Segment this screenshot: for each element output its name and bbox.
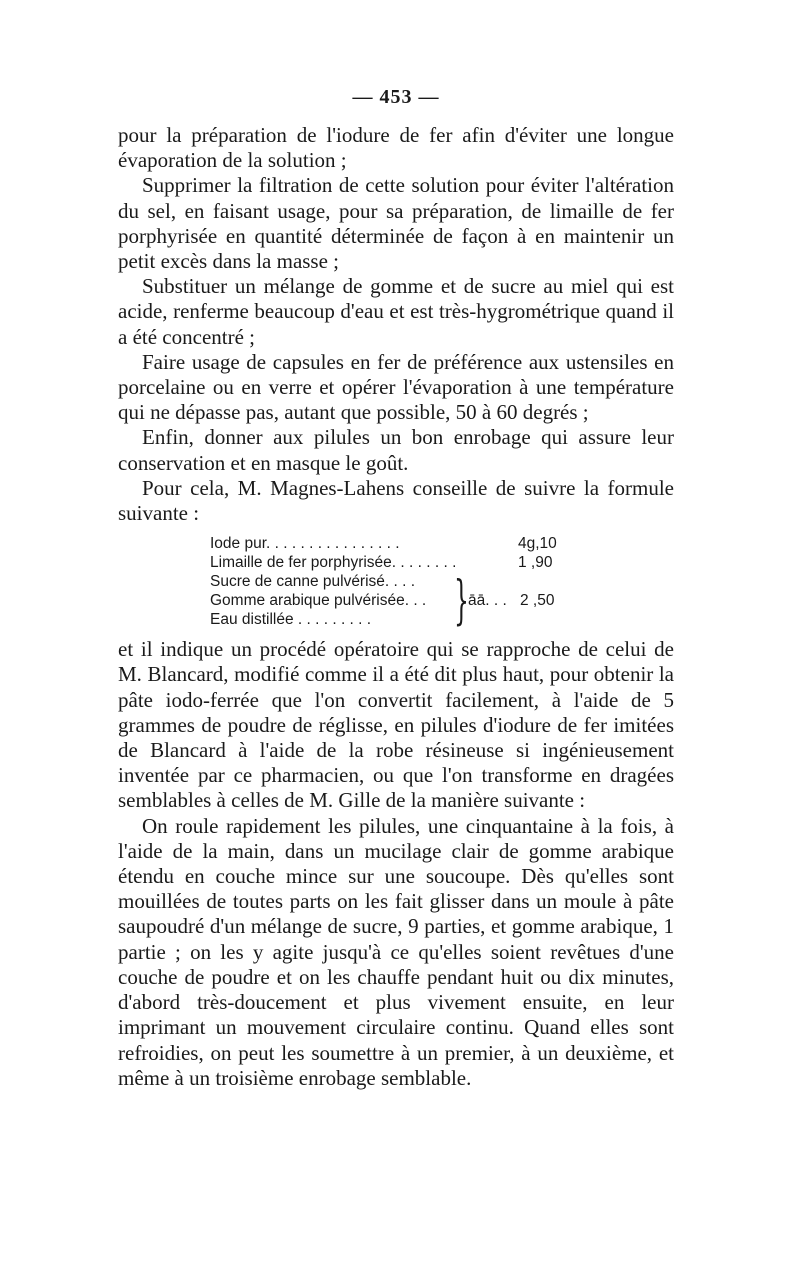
- book-page: [118, 86, 674, 1091]
- paragraph-7: et il indique un procédé opératoire qui se rapproche de celui de M. Blancard, modifié comme il a été dit plus haut, pour obtenir la pâte iodo-ferrée que l'on convertit facilement, à l'aide de 5 grammes de poudre de réglisse, en pilules d'iodure de fer imitées de Blancard à l'aide de la robe résineuse si ingénieusement inventée par ce pharmacien, ou que l'on transforme en dragées semblables à celles de M. Gille de la manière suivante :: [118, 637, 674, 813]
- formula-brace: }: [454, 570, 469, 631]
- formula-quantity: 4g,10: [518, 535, 557, 553]
- formula-quantity: 1 ,90: [518, 554, 553, 572]
- formula-row: [210, 534, 610, 553]
- paragraph-6: Pour cela, M. Magnes-Lahens conseille de suivre la formule suivante :: [118, 475, 674, 526]
- formula-quantity: 2 ,50: [520, 592, 555, 610]
- formula-ingredient: Limaille de fer porphyrisée. . . . . . . .: [210, 554, 457, 572]
- formula-ingredient: Sucre de canne pulvérisé. . . .: [210, 573, 416, 591]
- paragraph-3: Substituer un mélange de gomme et de sucre au miel qui est acide, renferme beaucoup d'eau et est très-hygrométrique quand il a été concentré ;: [118, 274, 674, 349]
- formula-ingredient: Eau distillée . . . . . . . . .: [210, 611, 372, 629]
- formula-ingredient: Gomme arabique pulvérisée. . .: [210, 592, 427, 610]
- formula-table: [210, 534, 610, 629]
- formula-row: [210, 553, 610, 572]
- paragraph-8: On roule rapidement les pilules, une cinquantaine à la fois, à l'aide de la main, dans un mucilage clair de gomme arabique étendu en couche mince sur une soucoupe. Dès qu'elles sont mouillées de toutes parts on les fait glisser dans un moule à pâte saupoudré d'un mélange de sucre, 9 parties, et gomme arabique, 1 partie ; on les y agite jusqu'à ce qu'elles soient revêtues d'une couche de poudre et on les chauffe pendant huit ou dix minutes, d'abord très-doucement et plus vivement ensuite, en leur imprimant un mouvement circulaire continu. Quand elles sont refroidies, on peut les soumettre à un premier, à un deuxième, et même à un troisième enrobage semblable.: [118, 813, 674, 1090]
- formula-group: [210, 572, 610, 629]
- formula-ana-marker: āā. . .: [468, 592, 507, 610]
- paragraph-1: pour la préparation de l'iodure de fer afin d'éviter une longue évaporation de la solution ;: [118, 123, 674, 173]
- paragraph-5: Enfin, donner aux pilules un bon enrobage qui assure leur conservation et en masque le goût.: [118, 425, 674, 475]
- formula-ingredient: Iode pur. . . . . . . . . . . . . . . .: [210, 535, 400, 553]
- paragraph-2: Supprimer la filtration de cette solution pour éviter l'altération du sel, en faisant usage, pour sa préparation, de limaille de fer porphyrisée en quantité déterminée de façon à en maintenir un petit excès dans la masse ;: [118, 173, 674, 274]
- page-number: — 453 —: [352, 86, 440, 108]
- paragraph-4: Faire usage de capsules en fer de préférence aux ustensiles en porcelaine ou en verre et opérer l'évaporation à une température qui ne dépasse pas, autant que possible, 50 à 60 degrés ;: [118, 349, 674, 425]
- formula-group-ingredients: [210, 572, 452, 629]
